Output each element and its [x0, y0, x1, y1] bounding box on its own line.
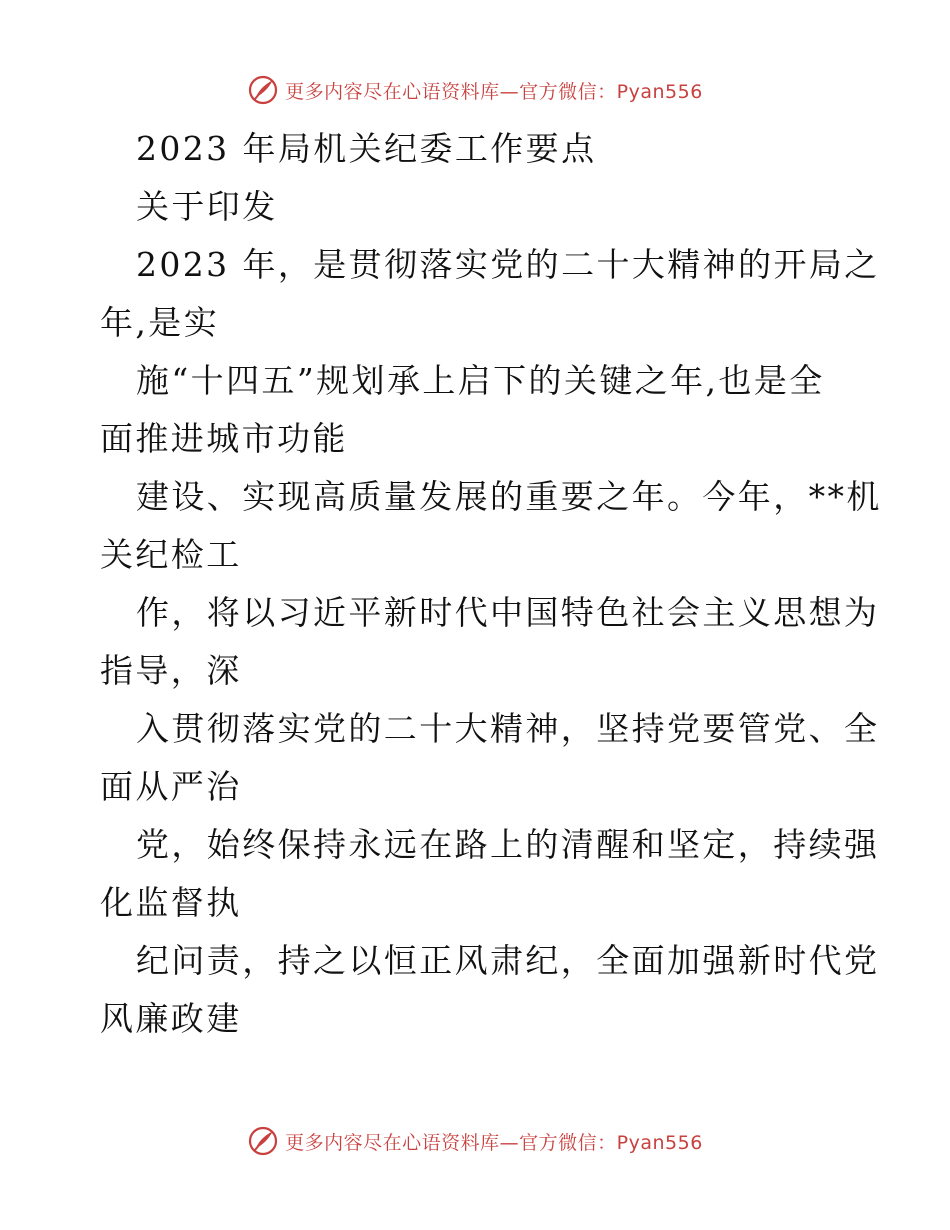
paragraph-line: 作，将以习近平新时代中国特色社会主义思想为 — [136, 593, 880, 632]
paragraph-line: 施“十四五”规划承上启下的关键之年,也是全 — [136, 361, 825, 400]
paragraph-line: 关于印发 — [136, 187, 278, 226]
quill-logo-icon — [247, 1125, 279, 1157]
paragraph-line: 入贯彻落实党的二十大精神，坚持党要管党、全 — [136, 709, 880, 748]
paragraph-line: 化监督执 — [100, 883, 242, 922]
paragraph-line: 面从严治 — [100, 767, 242, 806]
paragraph-line: 建设、实现高质量发展的重要之年。今年，**机 — [136, 477, 882, 516]
watermark-text: 更多内容尽在心语资料库—官方微信：Pyan556 — [285, 1131, 703, 1154]
header-watermark — [0, 70, 950, 110]
quill-logo-icon — [247, 74, 279, 106]
document-title: 2023 年局机关纪委工作要点 — [136, 129, 597, 168]
footer-watermark — [0, 1121, 950, 1161]
paragraph-line: 指导，深 — [100, 651, 242, 690]
paragraph-line: 党，始终保持永远在路上的清醒和坚定，持续强 — [136, 825, 880, 864]
paragraph-line: 风廉政建 — [100, 999, 242, 1038]
paragraph-line: 2023 年，是贯彻落实党的二十大精神的开局之 — [136, 245, 880, 284]
paragraph-line: 年,是实 — [100, 303, 220, 342]
watermark-text: 更多内容尽在心语资料库—官方微信：Pyan556 — [285, 80, 703, 103]
paragraph-line: 面推进城市功能 — [100, 419, 348, 458]
paragraph-line: 关纪检工 — [100, 535, 242, 574]
paragraph-line: 纪问责，持之以恒正风肃纪，全面加强新时代党 — [136, 941, 880, 980]
